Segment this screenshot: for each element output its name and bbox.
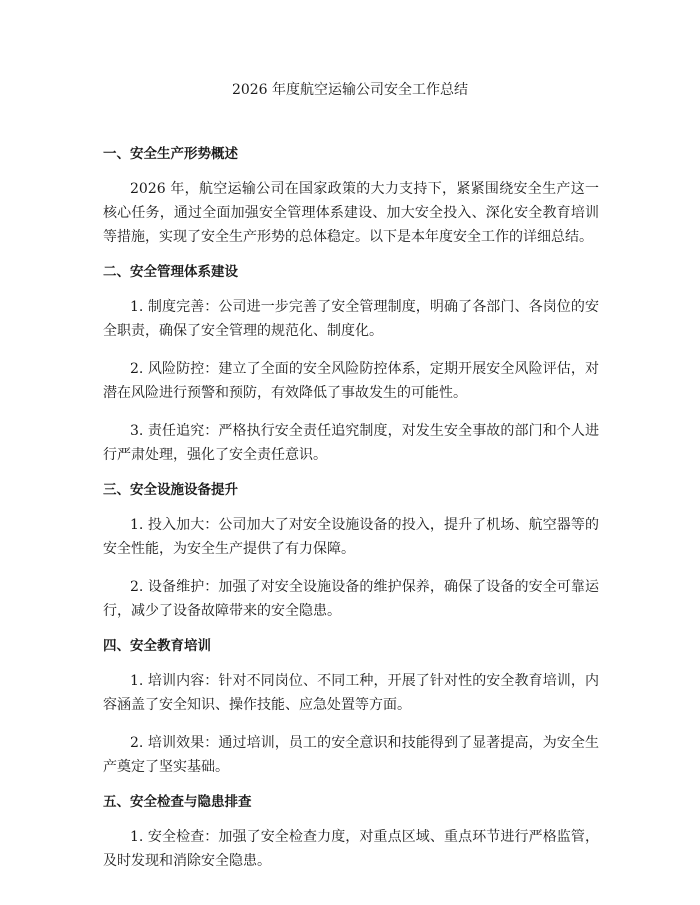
document-body [103,145,599,887]
paragraph: 2. 风险防控：建立了全面的安全风险防控体系，定期开展安全风险评估，对潜在风险进行预警和预防，有效降低了事故发生的可能性。 [103,361,599,401]
section-training [103,637,599,779]
section-heading: 二、安全管理体系建设 [103,264,238,280]
section-heading: 五、安全检查与隐患排查 [103,794,252,810]
section-heading: 一、安全生产形势概述 [103,146,238,162]
section-inspection [103,793,599,873]
paragraph: 1. 安全检查：加强了安全检查力度，对重点区域、重点环节进行严格监管，及时发现和消除安全隐患。 [103,829,599,869]
section-facilities [103,481,599,623]
section-heading: 三、安全设施设备提升 [103,482,238,498]
section-overview [103,145,599,249]
paragraph: 2. 设备维护：加强了对安全设施设备的维护保养，确保了设备的安全可靠运行，减少了设备故障带来的安全隐患。 [103,579,599,619]
document-title: 2026 年度航空运输公司安全工作总结 [231,82,469,98]
section-heading: 四、安全教育培训 [103,638,211,654]
section-management-system [103,263,599,467]
paragraph: 3. 责任追究：严格执行安全责任追究制度，对发生安全事故的部门和个人进行严肃处理，强化了安全责任意识。 [103,423,599,463]
paragraph: 2026 年，航空运输公司在国家政策的大力支持下，紧紧围绕安全生产这一核心任务，通过全面加强安全管理体系建设、加大安全投入、深化安全教育培训等措施，实现了安全生产形势的总体稳定。以下是本年度安全工作的详细总结。 [103,181,599,245]
paragraph: 1. 制度完善：公司进一步完善了安全管理制度，明确了各部门、各岗位的安全职责，确保了安全管理的规范化、制度化。 [103,299,599,339]
paragraph: 2. 培训效果：通过培训，员工的安全意识和技能得到了显著提高，为安全生产奠定了坚实基础。 [103,735,599,775]
paragraph: 1. 培训内容：针对不同岗位、不同工种，开展了针对性的安全教育培训，内容涵盖了安全知识、操作技能、应急处置等方面。 [103,673,599,713]
paragraph: 1. 投入加大：公司加大了对安全设施设备的投入，提升了机场、航空器等的安全性能，为安全生产提供了有力保障。 [103,517,599,557]
